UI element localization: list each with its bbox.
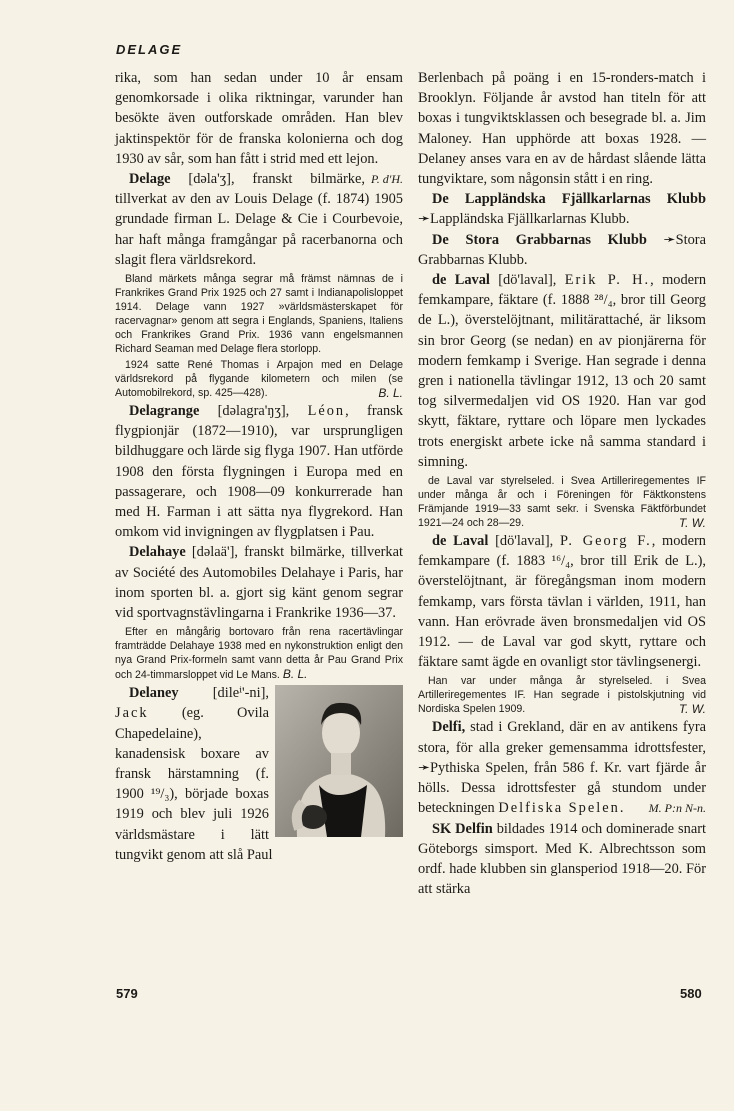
entry-delage: Delage [dəla'ʒ], franskt bilmärke, tillverkat av den av Louis Delage (f. 1874) 1905 grundade firman L. Delage & Cie i Courbevoie, har haft många framgångar på racerbanorna och slagit flera världsrekord. xyxy=(115,171,403,268)
headword: Delaney xyxy=(129,685,179,702)
headword: Delagrange xyxy=(129,403,200,420)
headword: de Laval xyxy=(432,533,489,550)
small-print: Han var under många år styrelseled. i Svea Artilleriregementes IF. Han segrade i pistolskjutning vid Nordiska Spelen 1909. T. W. xyxy=(418,675,706,717)
entry-delahaye: Delahaye [dəlaä'], franskt bilmärke, tillverkat av Société des Automobiles Delahaye i Paris, har inom sporten bl. a. gjort sig känt genom segrar vid sportvagnstävlingarna i Frankrike 1936—37. xyxy=(115,544,403,622)
headword: Delfi, xyxy=(432,719,466,736)
headword: de Laval xyxy=(432,272,490,289)
entry-lapp xyxy=(418,189,706,229)
small-print: de Laval var styrelseled. i Svea Artilleriregementes IF under många år och i Föreningen för Fäktkonstens Främjande 1919—33 samt sekr. i Svenska Fäktförbundet 1921—24 och 28—29. T. W. xyxy=(418,475,706,531)
author-signature: T. W. xyxy=(678,702,706,717)
running-head: DELAGE xyxy=(116,42,183,57)
author-signature: T. W. xyxy=(678,516,706,531)
cross-reference: ➛Lappländska Fjällkarlarnas Klubb. xyxy=(418,211,630,228)
boxer-photo xyxy=(275,685,403,837)
entry-georg-de-laval: de Laval [dö'laval], P. Georg F., modern femkampare (f. 1883 ¹⁶/₄, bror till Erik de L.), överstelöjtnant, är föregångsman inom modern femkamp, vars första tävlan i världen, 1911, han vann. Han erövrade även bronsmedaljen vid OS 1912. — de Laval var god skytt, ryttare och fäktare samt ägde en ovanligt stor tävlingsenergi. xyxy=(418,533,707,671)
author-signature: B. L. xyxy=(378,386,403,401)
entry-continuation: Berlenbach på poäng i en 15-ronders-match i Brooklyn. Följande år avstod han titeln för att boxas i tungviktsklassen och besegrade bl. a. Jim Maloney. Han upphörde att boxas 1928. — Delaney anses vara en av de hårdast slående lätta tungviktare, som någonsin stått i en ring. xyxy=(418,70,706,188)
entry-delaney: Delaney [dileⁱ'-ni], Jack (eg. Ovila Chapedelaine), kanadensisk boxare av fransk härstamning (f. 1900 ¹⁹/₃), började boxas 1919 och blev juli 1926 världsmästare i lätt tungvikt genom att slå Paul xyxy=(115,683,403,865)
entry-sk-delfin: SK Delfin bildades 1914 och dominerade snart Göteborgs simsport. Med K. Albrechtsson som ordf. hade klubben sin glansperiod 1918—20. För att stärka xyxy=(418,820,707,898)
entry-stora xyxy=(418,230,706,270)
cross-reference: ➛Stora Grabbarnas Klubb. xyxy=(418,231,706,268)
author-signature: M. P:n N-n. xyxy=(648,801,706,816)
author-signature: P. d'H. xyxy=(370,172,403,187)
left-column xyxy=(115,68,403,865)
entry-erik-de-laval: de Laval [dö'laval], Erik P. H., modern femkampare, fäktare (f. 1888 ²⁸/₄, bror till Georg de L.), överstelöjtnant, militärattaché, är liksom sin bror Georg (se nedan) en av pionjärerna för modern femkamp i Sverige. Han segrade i denna gren i nationella tävlingar 1912, 13 och 20 samt tog silvermedaljen vid OS 1920. Han var god skytt, fäktare, ryttare och löpare men lyckades trots energiskt arbete icke nå samma standard i simning. xyxy=(418,272,707,470)
page-number-left: 579 xyxy=(116,986,138,1001)
small-print: 1924 satte René Thomas i Arpajon med en Delage världsrekord på flygande kilometern och milen (se Automobilrekord, sp. 425—428). B. L. xyxy=(115,359,403,401)
headword: Delage xyxy=(129,171,171,188)
headword: De Lappländska Fjällkarlarnas Klubb xyxy=(432,191,706,208)
small-print: Efter en mångårig bortovaro från rena racertävlingar framträdde Delahaye 1938 med en nykonstruktion enligt den nya Grand Prix-formeln samt vann detta år Pau Grand Prix och 24-timmarsloppet vid Le Mans. B. L. xyxy=(115,626,403,682)
author-signature: B. L. xyxy=(282,667,308,682)
right-column xyxy=(418,68,706,899)
small-print: Bland märkets många segrar må främst nämnas de i Frankrikes Grand Prix 1925 och 27 samt i Indianapolisloppet 1914. Delage vann 1927 »världsmästerskapet för racervagnar» genom att segra i Englands, Spaniens, Italiens och Frankrikes Grand Prix. 1936 vann engelsmannen Richard Seaman med Delage flera storlopp. xyxy=(115,273,403,356)
entry-delagrange: Delagrange [dəlagra'ŋʒ], Léon, fransk flygpionjär (1872—1910), var ursprungligen bildhuggare och lärde sig flyga 1907. Han utförde 1908 den första flygningen i Europa med en passagerare, och 1908—09 konkurrerade han med H. Farman i att sätta nya flygrekord. Han omkom vid invigningen av flygplatsen i Pau. xyxy=(115,403,403,541)
entry-continuation: rika, som han sedan under 10 år ensam genomkorsade i olika riktningar, varunder han besökte även outforskade områden. Han blev jaktinspektör för de franska kolonierna och dog 1930 av sår, som han fått i strid med ett lejon. P. d'H. xyxy=(115,68,403,169)
page-number-right: 580 xyxy=(680,986,702,1001)
entry-delfi: Delfi, stad i Grekland, där en av antikens fyra stora, för alla greker gemensamma idrottsfester, ➛Pythiska Spelen, från 586 f. Kr. vart fjärde år hölls. Dessa idrottsfester gå stundom under beteckningen Delfiska Spelen. M. P:n N-n. xyxy=(418,717,706,818)
boxer-photo-icon xyxy=(275,685,403,837)
headword: SK Delfin xyxy=(432,820,493,837)
headword: De Stora Grabbarnas Klubb xyxy=(432,231,647,248)
headword: Delahaye xyxy=(129,544,186,561)
